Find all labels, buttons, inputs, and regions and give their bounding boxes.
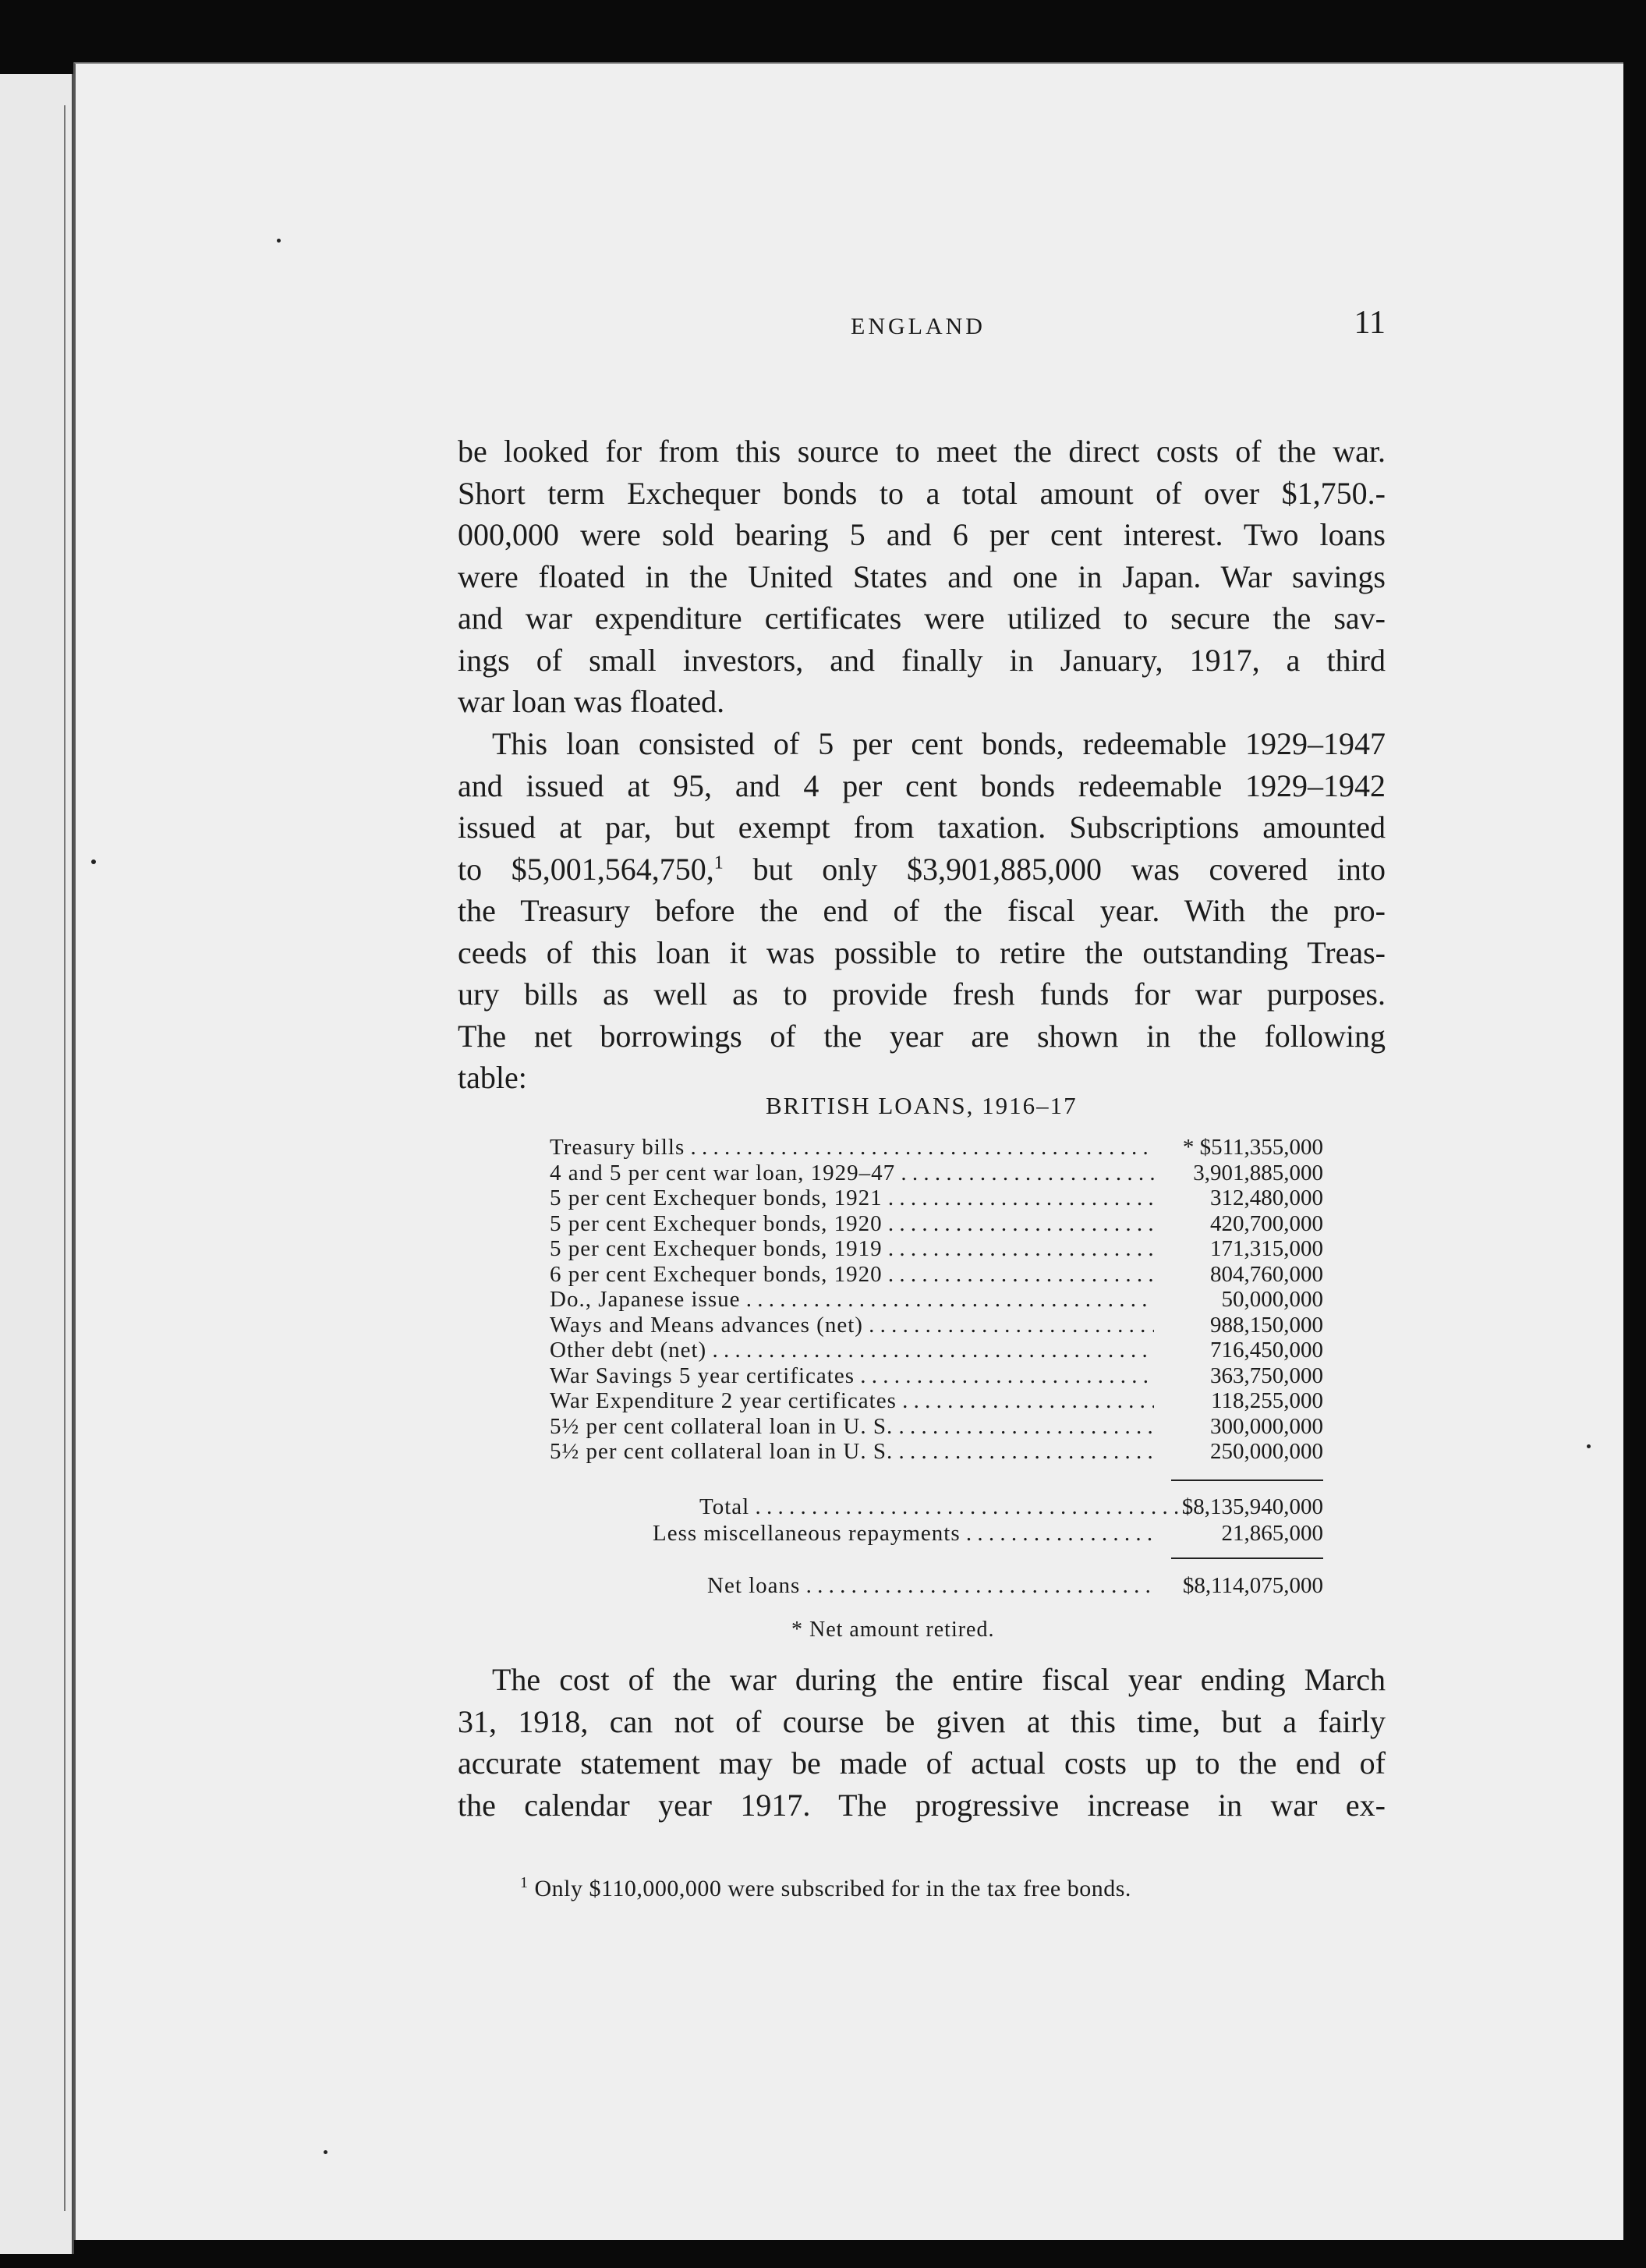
text-line: 31, 1918, can not of course be given at this time, but a fairly xyxy=(458,1703,1386,1739)
text-line: be looked for from this source to meet the direct costs of the war. xyxy=(458,434,1386,469)
row-amount: 118,255,000 xyxy=(1211,1388,1323,1413)
row-label: 5 per cent Exchequer bonds, 1919 . . . xyxy=(550,1236,1154,1262)
paragraph-2 xyxy=(458,723,1386,1099)
scan-speck xyxy=(1587,1444,1591,1448)
text-fragment: but only $3,901,885,000 was covered into xyxy=(723,851,1386,887)
row-label: 5 per cent Exchequer bonds, 1920 . . . xyxy=(550,1211,1154,1237)
table-row xyxy=(550,1211,1323,1237)
total-row xyxy=(653,1494,1323,1520)
row-amount: 50,000,000 xyxy=(1221,1287,1323,1312)
row-amount: 804,760,000 xyxy=(1210,1261,1323,1287)
text-line: and war expenditure certificates were utilized to secure the sav- xyxy=(458,601,1386,636)
row-amount: 312,480,000 xyxy=(1210,1185,1323,1210)
page-gutter-line xyxy=(64,105,65,2211)
text-line: The cost of the war during the entire fiscal year ending March xyxy=(492,1662,1386,1697)
text-line: issued at par, but exempt from taxation. Subscriptions amounted xyxy=(458,810,1386,845)
row-label: Treasury bills . . . xyxy=(550,1135,1154,1161)
sum-rule xyxy=(1171,1480,1323,1481)
row-amount: 250,000,000 xyxy=(1210,1439,1323,1464)
net-loans-label: Net loans . . . xyxy=(707,1573,1152,1599)
row-amount: * $511,355,000 xyxy=(1182,1135,1323,1160)
text-line: accurate statement may be made of actual costs up to the end of xyxy=(458,1745,1386,1781)
text-line: 000,000 were sold bearing 5 and 6 per cent interest. Two loans xyxy=(458,517,1386,552)
table-title: BRITISH LOANS, 1916–17 xyxy=(766,1092,1078,1119)
table-row xyxy=(550,1236,1323,1262)
net-loans-block xyxy=(707,1573,1323,1599)
row-amount: 300,000,000 xyxy=(1210,1413,1323,1439)
running-head xyxy=(458,305,1386,360)
text-line: the Treasury before the end of the fiscal year. With the pro- xyxy=(458,893,1386,928)
row-label: Other debt (net) . . . xyxy=(550,1338,1154,1363)
table-row xyxy=(550,1161,1323,1186)
row-label: Do., Japanese issue . . . xyxy=(550,1287,1154,1313)
facing-page-edge xyxy=(0,74,74,2254)
net-rule xyxy=(1171,1557,1323,1559)
footnote-text: Only $110,000,000 were subscribed for in the tax free bonds. xyxy=(534,1876,1131,1901)
row-amount: 420,700,000 xyxy=(1210,1210,1323,1236)
row-amount: 716,450,000 xyxy=(1210,1338,1323,1363)
row-label: 5½ per cent collateral loan in U. S. . . . xyxy=(550,1439,1154,1465)
table-row xyxy=(550,1414,1323,1440)
table-row xyxy=(550,1287,1323,1313)
table-row xyxy=(550,1185,1323,1211)
paragraph-1 xyxy=(458,431,1386,723)
table-row xyxy=(550,1262,1323,1288)
footnote xyxy=(520,1876,1131,1902)
table-row xyxy=(550,1363,1323,1389)
table-note: * Net amount retired. xyxy=(791,1618,995,1642)
text-line: The net borrowings of the year are shown in the following xyxy=(458,1018,1386,1054)
footnote-mark: 1 xyxy=(520,1874,529,1891)
text-line: ings of small investors, and finally in January, 1917, a third xyxy=(458,642,1386,678)
repayments-label: Less miscellaneous repayments . . . xyxy=(653,1520,1152,1547)
scan-speck xyxy=(91,859,96,864)
text-line: Short term Exchequer bonds to a total amount of over $1,750.- xyxy=(458,475,1386,511)
net-loans-row xyxy=(707,1573,1323,1599)
text-line-with-footnote xyxy=(458,849,1386,891)
table-row xyxy=(550,1135,1323,1161)
row-label: 5 per cent Exchequer bonds, 1921 . . . xyxy=(550,1185,1154,1211)
page-number: 11 xyxy=(1354,305,1386,341)
text-line: war loan was floated. xyxy=(458,684,725,719)
text-line: and issued at 95, and 4 per cent bonds redeemable 1929–1942 xyxy=(458,767,1386,803)
row-label: War Savings 5 year certificates . . . xyxy=(550,1363,1154,1389)
document-page xyxy=(73,62,1623,2240)
text-line: ury bills as well as to provide fresh funds for war purposes. xyxy=(458,976,1386,1012)
row-amount: 988,150,000 xyxy=(1210,1312,1323,1338)
repayments-amount: 21,865,000 xyxy=(1221,1521,1323,1546)
running-head-title: ENGLAND xyxy=(851,314,986,339)
totals-block xyxy=(653,1494,1323,1547)
paragraph-3 xyxy=(458,1659,1386,1826)
table-row xyxy=(550,1338,1323,1363)
footnote-reference: 1 xyxy=(713,852,724,874)
scan-speck xyxy=(277,239,281,243)
text-line: This loan consisted of 5 per cent bonds, redeemable 1929–1947 xyxy=(492,726,1386,761)
table-row xyxy=(550,1313,1323,1338)
table-row xyxy=(550,1388,1323,1414)
row-label: 5½ per cent collateral loan in U. S. . . . xyxy=(550,1414,1154,1440)
row-label: Ways and Means advances (net) . . . xyxy=(550,1313,1154,1338)
row-label: 4 and 5 per cent war loan, 1929–47 . . . xyxy=(550,1161,1154,1186)
text-line: ceeds of this loan it was possible to retire the outstanding Treas- xyxy=(458,934,1386,970)
row-amount: 363,750,000 xyxy=(1210,1363,1323,1388)
total-label: Total . . . xyxy=(653,1494,1198,1520)
total-amount: $8,135,940,000 xyxy=(1181,1494,1323,1519)
net-loans-amount: $8,114,075,000 xyxy=(1182,1573,1323,1598)
row-amount: 3,901,885,000 xyxy=(1193,1160,1323,1185)
row-label: 6 per cent Exchequer bonds, 1920 . . . xyxy=(550,1262,1154,1288)
repayments-row xyxy=(653,1520,1323,1547)
row-amount: 171,315,000 xyxy=(1210,1236,1323,1261)
row-label: War Expenditure 2 year certificates . . . xyxy=(550,1388,1154,1414)
scan-speck xyxy=(324,2150,327,2154)
text-line: were floated in the United States and one in Japan. War savings xyxy=(458,558,1386,594)
table-row xyxy=(550,1439,1323,1465)
loans-table xyxy=(550,1135,1323,1465)
text-line: the calendar year 1917. The progressive increase in war ex- xyxy=(458,1787,1386,1823)
text-fragment: to $5,001,564,750, xyxy=(458,851,714,887)
text-line: table: xyxy=(458,1060,527,1095)
